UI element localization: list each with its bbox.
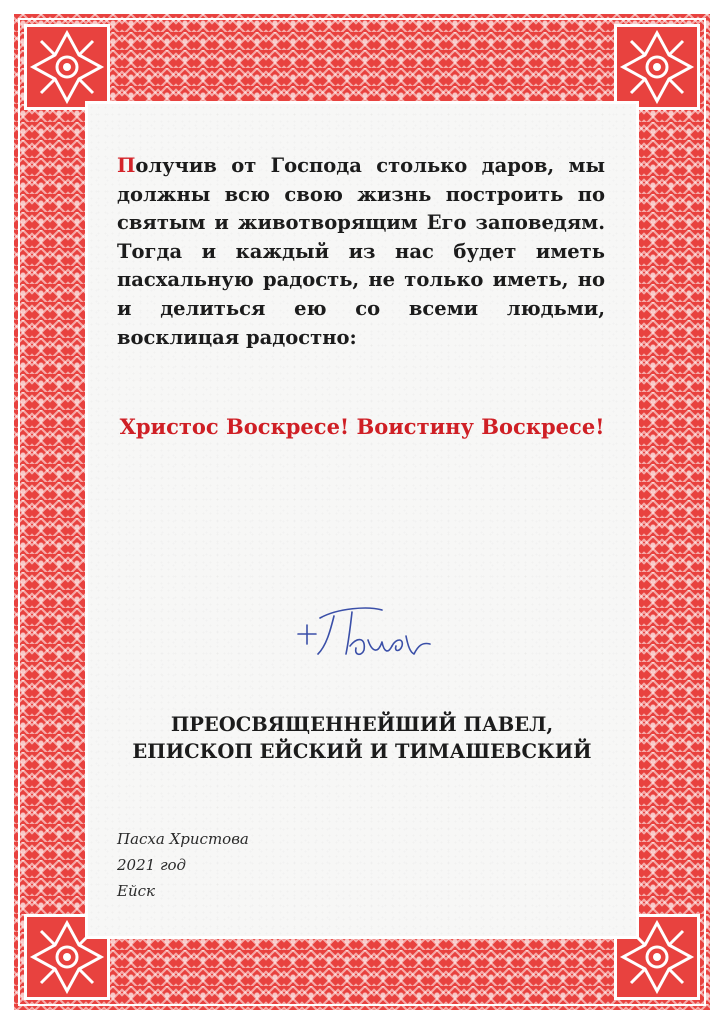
date-place-block bbox=[117, 826, 417, 904]
paschal-greeting: Христос Воскресе! Воистину Воскресе! bbox=[119, 414, 605, 439]
occasion-text: Пасха Христова bbox=[117, 830, 249, 848]
corner-rosette-icon bbox=[614, 24, 700, 110]
letter-body bbox=[117, 152, 605, 352]
author-see: ЕПИСКОП ЕЙСКИЙ И ТИМАШЕВСКИЙ bbox=[132, 740, 592, 763]
handwritten-signature bbox=[290, 596, 440, 676]
author-name: ПРЕОСВЯЩЕННЕЙШИЙ ПАВЕЛ, bbox=[170, 713, 554, 736]
letter-body-text: олучив от Господа столько даров, мы должны всю свою жизнь построить по святым и животворящим Его заповедям. Тогда и каждый из нас будет иметь пасхальную радость, не только иметь, но и делиться ею со всеми людьми, восклицая радостно: bbox=[117, 154, 605, 349]
place-text: Ейск bbox=[117, 882, 155, 900]
author-title bbox=[88, 711, 636, 765]
drop-cap: П bbox=[117, 154, 136, 177]
corner-rosette-icon bbox=[24, 24, 110, 110]
year-text: 2021 год bbox=[117, 856, 187, 874]
